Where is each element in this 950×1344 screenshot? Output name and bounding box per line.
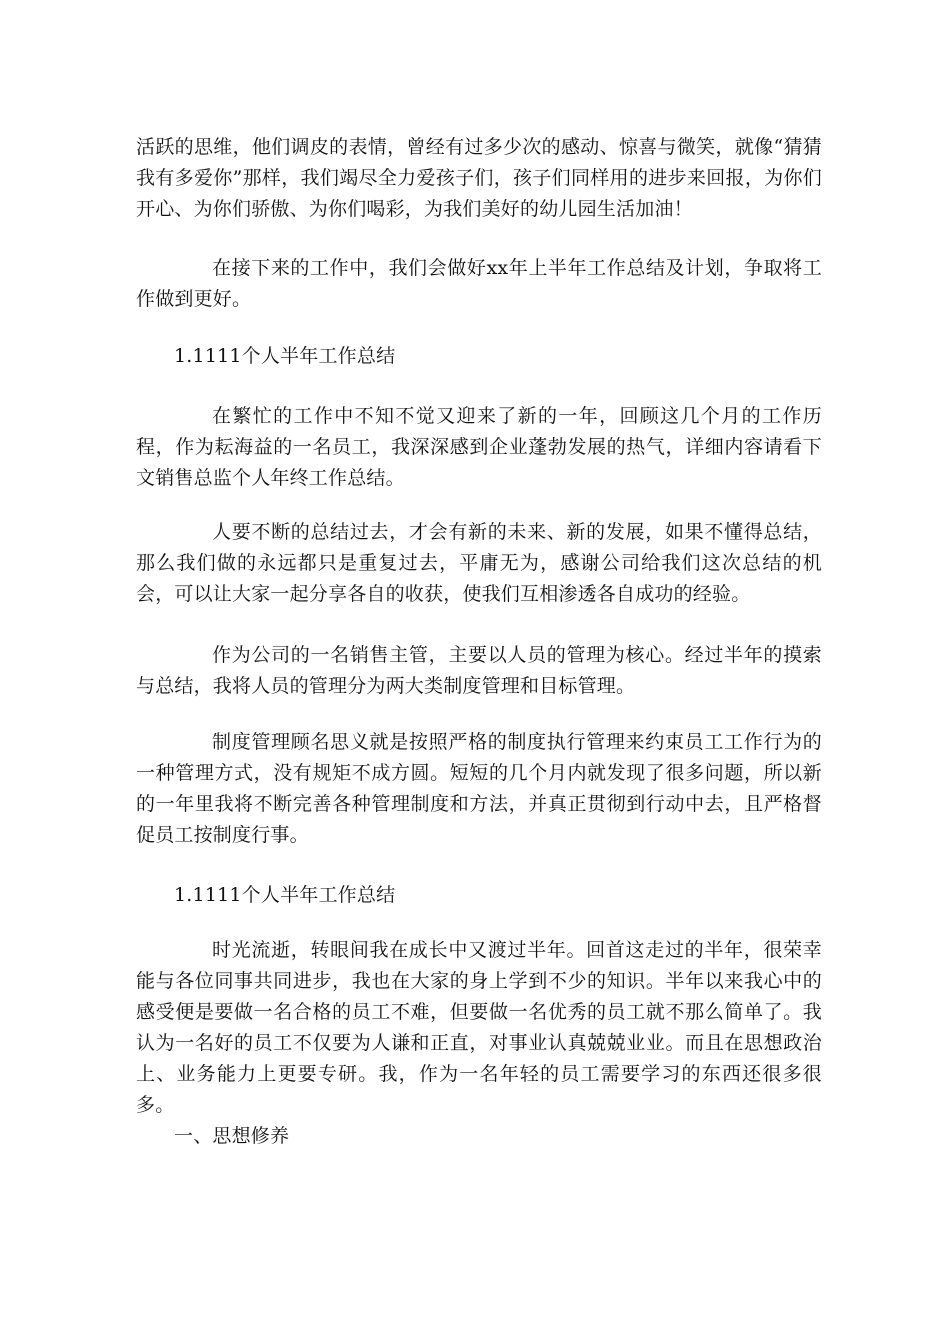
paragraph-sales-manager-role: 作为公司的一名销售主管，主要以人员的管理为核心。经过半年的摸索与总结，我将人员的管理分为两大类制度管理和目标管理。 xyxy=(136,644,822,697)
section-heading-half-year-summary: 1.1111个人半年工作总结 xyxy=(174,345,396,367)
paragraph-system-management: 制度管理顾名思义就是按照严格的制度执行管理来约束员工工作行为的一种管理方式，没有规矩不成方圆。短短的几个月内就发现了很多问题，所以新的一年里我将不断完善各种管理制度和方法，并真正贯彻到行动中去，且严格督促员工按制度行事。 xyxy=(136,731,822,846)
paragraph-summary-importance: 人要不断的总结过去，才会有新的未来、新的发展，如果不懂得总结，那么我们做的永远都只是重复过去，平庸无为，感谢公司给我们这次总结的机会，可以让大家一起分享各自的收获，使我们互相渗透各自成功的经验。 xyxy=(136,521,822,605)
section-heading-ideological-cultivation: 一、思想修养 xyxy=(174,1125,290,1147)
paragraph-next-work-plan: 在接下来的工作中，我们会做好xx年上半年工作总结及计划，争取将工作做到更好。 xyxy=(136,257,822,310)
paragraph-kindergarten-closing: 活跃的思维，他们调皮的表情，曾经有过多少次的感动、惊喜与微笑，就像“猜猜我有多爱你”那样，我们竭尽全力爱孩子们，孩子们同样用的进步来回报，为你们开心、为你们骄傲、为你们喝彩，为我们美好的幼儿园生活加油！ xyxy=(136,136,822,220)
paragraph-new-year-review: 在繁忙的工作中不知不觉又迎来了新的一年，回顾这几个月的工作历程，作为耘海益的一名员工，我深深感到企业蓬勃发展的热气，详细内容请看下文销售总监个人年终工作总结。 xyxy=(136,405,822,489)
paragraph-time-flies: 时光流逝，转眼间我在成长中又渡过半年。回首这走过的半年，很荣幸能与各位同事共同进步，我也在大家的身上学到不少的知识。半年以来我心中的感受便是要做一名合格的员工不难，但要做一名优秀的员工就不那么简单了。我认为一名好的员工不仅要为人谦和正直，对事业认真兢兢业业。而且在思想政治上、业务能力上更要专研。我，作为一名年轻的员工需要学习的东西还很多很多。 xyxy=(136,939,822,1116)
section-heading-half-year-summary-2: 1.1111个人半年工作总结 xyxy=(174,884,396,906)
